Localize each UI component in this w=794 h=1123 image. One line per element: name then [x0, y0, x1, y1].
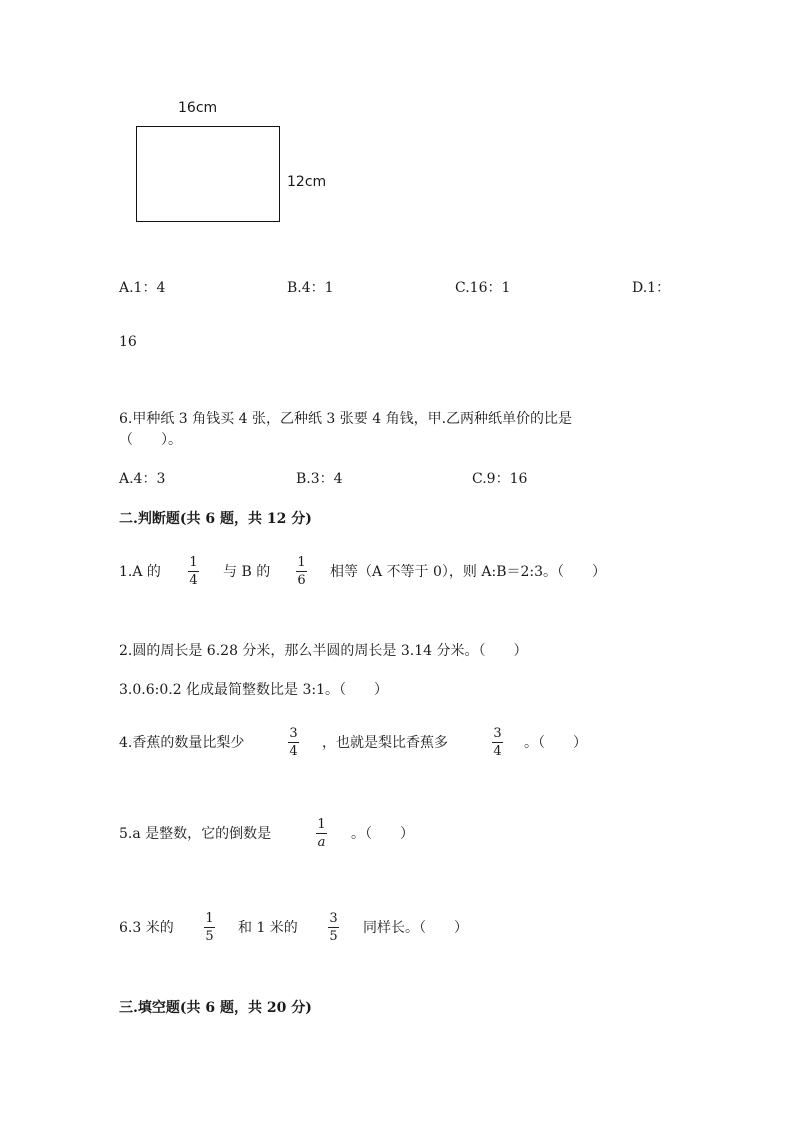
q6-option-a: A.4：3: [119, 471, 166, 487]
s2-q5-fraction: [316, 817, 327, 850]
q5-option-d: D.1：: [632, 280, 671, 296]
figure-width-label: 16cm: [178, 100, 218, 116]
s2-q4-part2: ，也就是梨比香蕉多: [322, 735, 448, 751]
s2-q4-fraction2: [492, 726, 503, 759]
s2-q6-part1: 6.3 米的: [119, 920, 174, 936]
fraction-bar: [492, 742, 503, 743]
s2-q1-part3: 相等（A 不等于 0），则 A:B＝2:3。（ ）: [330, 564, 607, 580]
fraction-denominator: 4: [493, 744, 502, 759]
fraction-denominator: 4: [289, 744, 298, 759]
s2-q1-fraction1: [188, 555, 199, 588]
q5-option-b: B.4：1: [287, 280, 334, 296]
s2-q6-part2: 和 1 米的: [238, 920, 298, 936]
fraction-bar: [204, 927, 215, 928]
s2-q4-fraction1: [288, 726, 299, 759]
s2-q3: 3.0.6:0.2 化成最简整数比是 3:1。（ ）: [119, 682, 389, 698]
s2-q1-part2: 与 B 的: [223, 564, 271, 580]
q6-text-line2: （ ）。: [119, 432, 182, 448]
fraction-bar: [316, 833, 327, 834]
fraction-denominator: 4: [189, 573, 198, 588]
rectangle-figure: [136, 126, 280, 222]
fraction-numerator: 1: [189, 555, 198, 570]
s2-q1-part1: 1.A 的: [119, 564, 161, 580]
s2-q6-fraction1: [204, 911, 215, 944]
fraction-denominator: 5: [329, 929, 338, 944]
s2-q6-fraction2: [328, 911, 339, 944]
s2-q5-part1: 5.a 是整数，它的倒数是: [119, 826, 272, 842]
fraction-numerator: 1: [317, 817, 326, 832]
q5-option-c: C.16：1: [455, 280, 511, 296]
fraction-bar: [288, 742, 299, 743]
fraction-numerator: 3: [289, 726, 298, 741]
section2-heading: 二.判断题(共 6 题，共 12 分): [119, 511, 312, 527]
s2-q5-part2: 。（ ）: [351, 826, 414, 842]
q5-option-d-continued: 16: [119, 334, 137, 350]
fraction-numerator: 1: [205, 911, 214, 926]
q5-option-a: A.1：4: [119, 280, 166, 296]
s2-q2: 2.圆的周长是 6.28 分米，那么半圆的周长是 3.14 分米。（ ）: [119, 643, 528, 659]
fraction-numerator: 3: [329, 911, 338, 926]
s2-q6-part3: 同样长。（ ）: [363, 920, 468, 936]
fraction-denominator: a: [317, 835, 326, 850]
s2-q4-part1: 4.香蕉的数量比梨少: [119, 735, 245, 751]
fraction-bar: [188, 571, 199, 572]
fraction-bar: [328, 927, 339, 928]
q6-option-b: B.3：4: [296, 471, 343, 487]
s2-q1-fraction2: [296, 555, 307, 588]
q6-text-line1: 6.甲种纸 3 角钱买 4 张，乙种纸 3 张要 4 角钱，甲.乙两种纸单价的比是: [119, 411, 573, 427]
fraction-numerator: 1: [297, 555, 306, 570]
fraction-denominator: 5: [205, 929, 214, 944]
s2-q4-part3: 。（ ）: [524, 735, 587, 751]
section3-heading: 三.填空题(共 6 题，共 20 分): [119, 1000, 312, 1016]
fraction-denominator: 6: [297, 573, 306, 588]
q6-option-c: C.9：16: [472, 471, 528, 487]
fraction-numerator: 3: [493, 726, 502, 741]
figure-height-label: 12cm: [287, 174, 327, 190]
fraction-bar: [296, 571, 307, 572]
